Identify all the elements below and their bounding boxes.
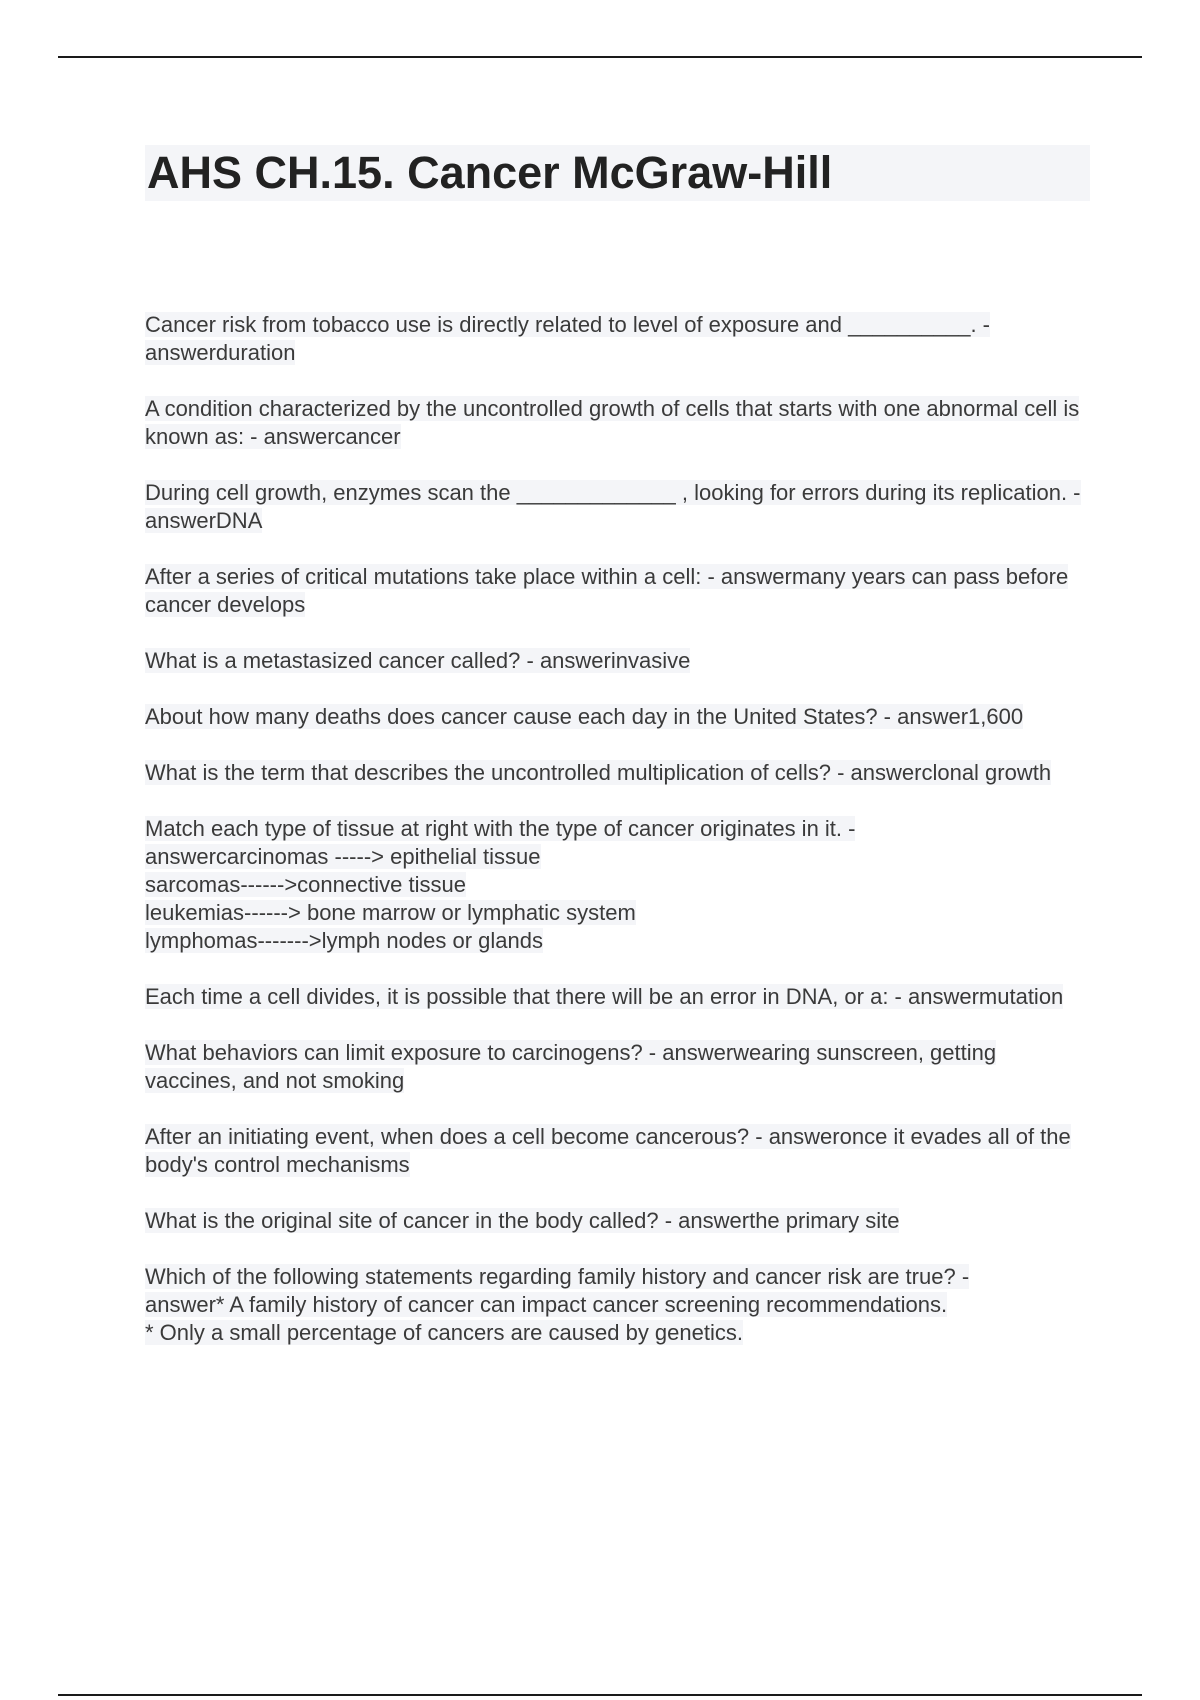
document-body [145,145,1090,1375]
qa-text: After a series of critical mutations take place within a cell: - answermany years can pass before cancer develops [145,564,1069,617]
document-title: AHS CH.15. Cancer McGraw-Hill [145,145,1090,201]
qa-list [145,311,1090,1347]
qa-text: After an initiating event, when does a cell become cancerous? - answeronce it evades all of the body's control mechanisms [145,1124,1071,1177]
qa-item [145,759,1090,787]
qa-item [145,1207,1090,1235]
qa-item [145,983,1090,1011]
qa-text: Which of the following statements regarding family history and cancer risk are true? - answer* A family history of cancer can impact cancer screening recommendations. * Only a small percentage of cancers are caused by genetics. [145,1264,970,1345]
qa-text: Each time a cell divides, it is possible that there will be an error in DNA, or a: - answermutation [145,984,1064,1009]
qa-text: A condition characterized by the uncontrolled growth of cells that starts with one abnormal cell is known as: - answercancer [145,396,1080,449]
qa-item [145,815,1090,955]
qa-item [145,647,1090,675]
qa-text: Cancer risk from tobacco use is directly related to level of exposure and __________. - answerduration [145,312,991,365]
top-divider [58,56,1142,58]
qa-item [145,1039,1090,1095]
qa-item [145,563,1090,619]
qa-item [145,703,1090,731]
qa-item [145,395,1090,451]
qa-item [145,1123,1090,1179]
qa-item [145,1263,1090,1347]
qa-item [145,479,1090,535]
qa-text: What is the original site of cancer in the body called? - answerthe primary site [145,1208,900,1233]
qa-text: What is the term that describes the uncontrolled multiplication of cells? - answerclonal growth [145,760,1052,785]
qa-text: Match each type of tissue at right with the type of cancer originates in it. - answercarcinomas -----> epithelial tissue sarcomas------>connective tissue leukemias------> bone marrow or lymphatic system lymphomas------->lymph nodes or glands [145,816,856,953]
bottom-divider [58,1694,1142,1696]
qa-text: What is a metastasized cancer called? - answerinvasive [145,648,691,673]
qa-text: What behaviors can limit exposure to carcinogens? - answerwearing sunscreen, getting vaccines, and not smoking [145,1040,997,1093]
qa-item [145,311,1090,367]
qa-text: During cell growth, enzymes scan the _____________ , looking for errors during its replication. - answerDNA [145,480,1081,533]
qa-text: About how many deaths does cancer cause each day in the United States? - answer1,600 [145,704,1024,729]
